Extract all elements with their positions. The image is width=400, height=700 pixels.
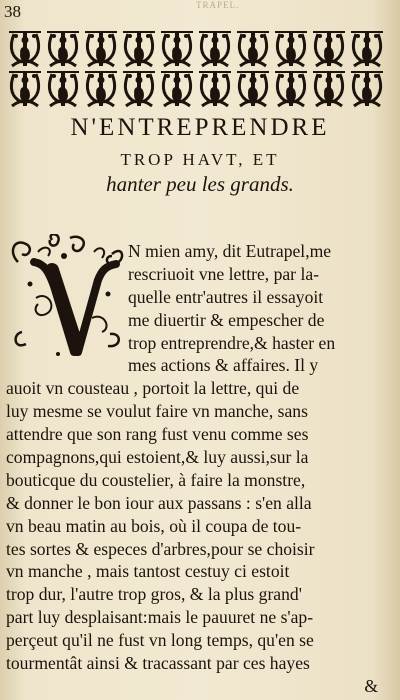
text-line: N mien amy, dit Eutrapel,me [128, 241, 332, 261]
ornamental-headpiece [6, 28, 388, 110]
text-line: rescriuoit vne lettre, par la- [128, 263, 319, 284]
text-line: trop dur, l'autre trop gros, & la plus grand' [6, 584, 302, 605]
text-line: vn beau matin au bois, où il coupa de tou- [6, 515, 302, 536]
text-line: attendre que son rang fust venu comme ses [6, 424, 309, 445]
text-line: part luy desplaisant:mais le pauuret ne s'ap- [6, 607, 314, 628]
text-line: trop entreprendre,& haster en [128, 332, 336, 353]
text-line: compagnons,qui estoient,& luy aussi,sur la [6, 447, 309, 468]
page-number: 38 [4, 2, 21, 21]
body-text [6, 240, 378, 698]
text-line: vn manche , mais tantost cestuy ci estoit [6, 561, 290, 582]
text-line: me diuertir & empescher de [128, 309, 325, 330]
text-line: & donner le bon iour aux passans : s'en alla [6, 492, 312, 513]
text-line: bouticque du coustelier, à faire la monstre, [6, 469, 306, 490]
text-line: luy mesme se voulut faire vn manche, sans [6, 401, 308, 422]
running-head-show-through: TRAPEL. [196, 0, 240, 10]
text-line: auoit vn cousteau , portoit la lettre, qui de [6, 378, 300, 399]
chapter-title-line-1: N'ENTREPRENDRE [70, 114, 330, 141]
text-line: mes actions & affaires. Il y [128, 355, 319, 376]
text-line: tes sortes & especes d'arbres,pour se choisir [6, 538, 315, 559]
text-line: quelle entr'autres il essayoit [128, 286, 324, 307]
chapter-title-line-2: TROP HAVT, ET [120, 150, 280, 169]
catchword: & [364, 675, 378, 696]
text-line: perçeut qu'il ne fust vn long temps, qu'en se [6, 630, 314, 651]
chapter-title-line-3: hanter peu les grands. [106, 172, 294, 196]
text-line: tourmentât ainsi & tracassant par ces hayes [6, 653, 310, 674]
